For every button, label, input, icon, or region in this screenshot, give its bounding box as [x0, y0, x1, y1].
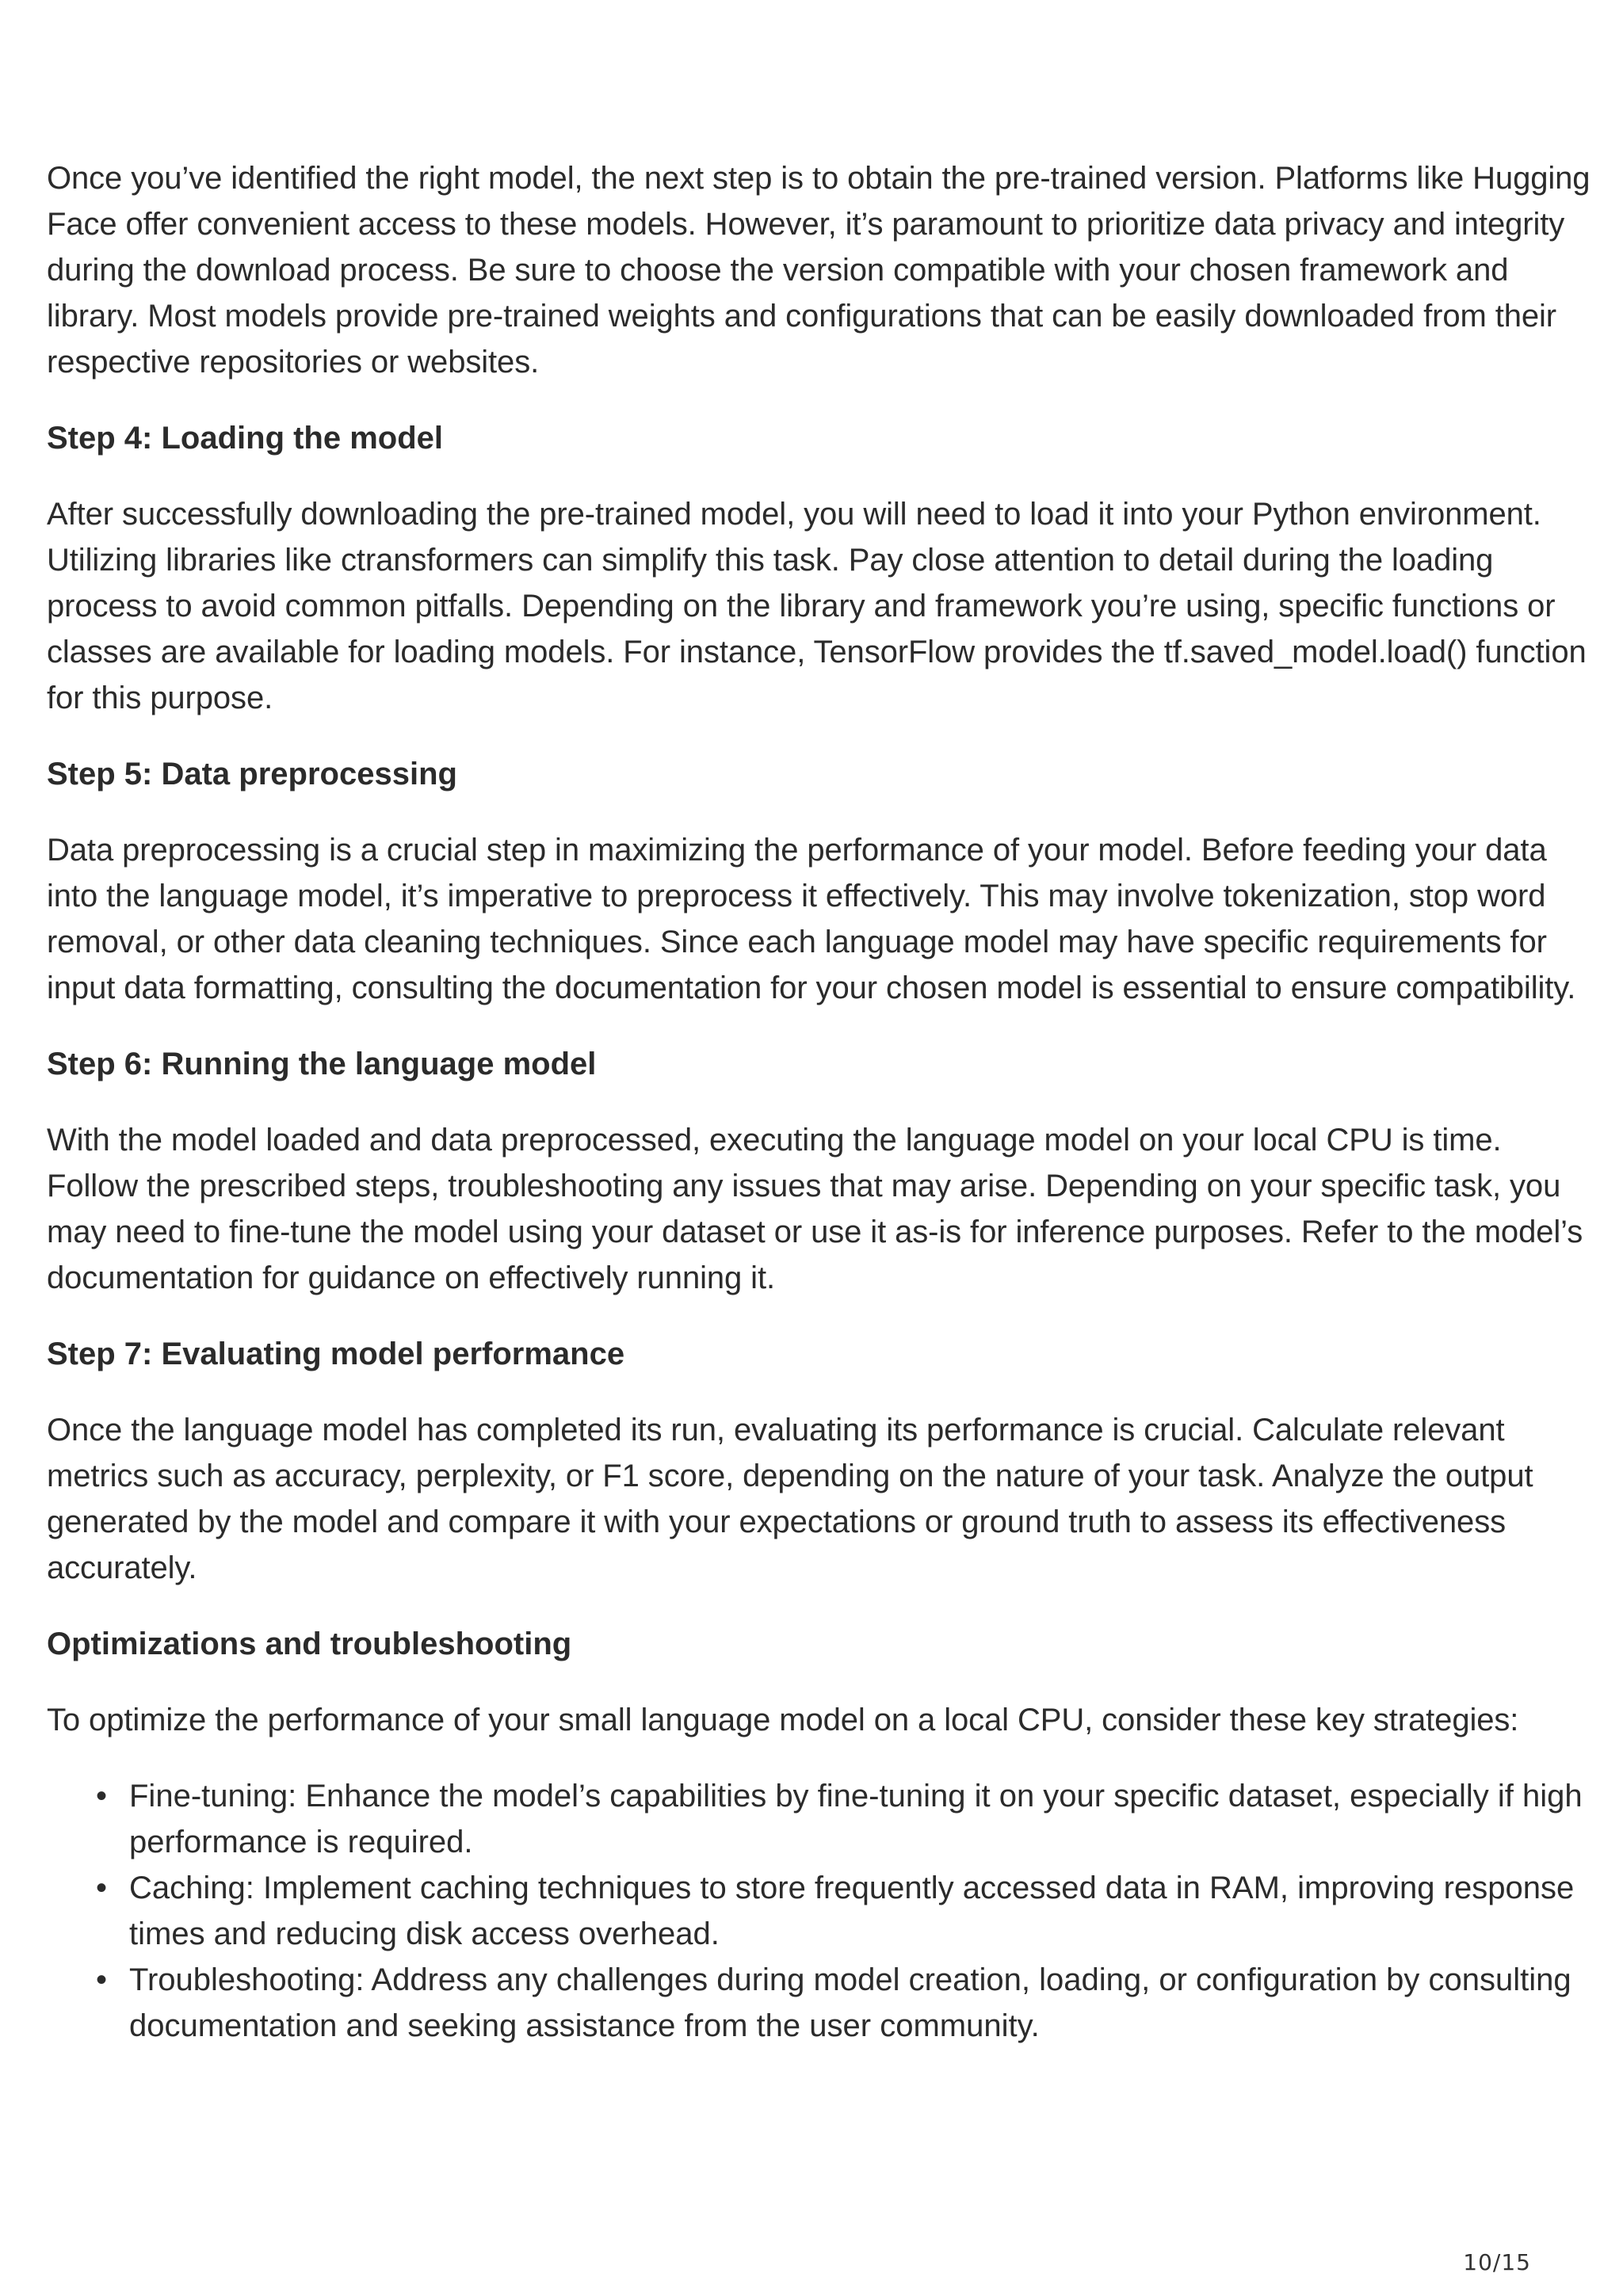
list-item-text: Caching: Implement caching techniques to store frequently accessed data in RAM, improving response times and reducing disk access overhead.: [129, 1871, 1575, 1951]
heading-step-7: Step 7: Evaluating model performance: [47, 1337, 625, 1371]
list-item-text: Troubleshooting: Address any challenges during model creation, loading, or configuration by consulting documentation and seeking assistance from the user community.: [129, 1962, 1571, 2043]
paragraph-running-model: With the model loaded and data preprocessed, executing the language model on your local CPU is time. Follow the prescribed steps, troubleshooting any issues that may arise. Depending on your specific task, you may need to fine-tune the model using your dataset or use it as-is for inference purposes. Refer to the model’s documentation for guidance on effectively running it.: [47, 1123, 1583, 1295]
paragraph-data-preprocessing: Data preprocessing is a crucial step in maximizing the performance of your model. Before feeding your data into the language model, it’s imperative to preprocess it effectively. This may involve tokenization, stop word removal, or other data cleaning techniques. Since each language model may have specific requirements for input data formatting, consulting the documentation for your chosen model is essential to ensure compatibility.: [47, 833, 1576, 1005]
paragraph-optimize-intro: To optimize the performance of your small language model on a local CPU, consider these key strategies:: [47, 1703, 1519, 1737]
bullet-icon: •: [96, 1871, 108, 1905]
list-item: [96, 1865, 1600, 1957]
heading-step-6: Step 6: Running the language model: [47, 1047, 597, 1081]
paragraph-evaluating-model: Once the language model has completed its run, evaluating its performance is crucial. Calculate relevant metrics such as accuracy, perplexity, or F1 score, depending on the nature of your task. Analyze the output generated by the model and compare it with your expectations or ground truth to assess its effectiveness accurately.: [47, 1413, 1533, 1585]
strategy-list: [47, 1773, 1600, 2049]
list-item-text: Fine-tuning: Enhance the model’s capabilities by fine-tuning it on your specific dataset, especially if high performance is required.: [129, 1779, 1583, 1859]
heading-step-4: Step 4: Loading the model: [47, 421, 444, 456]
paragraph-loading-model: After successfully downloading the pre-trained model, you will need to load it into your Python environment. Utilizing libraries like ctransformers can simplify this task. Pay close attention to detail during the loading process to avoid common pitfalls. Depending on the library and framework you’re using, specific functions or classes are available for loading models. For instance, TensorFlow provides the tf.saved_model.load() function for this purpose.: [47, 497, 1587, 715]
document-page: [47, 155, 1600, 2049]
bullet-icon: •: [96, 1779, 108, 1814]
list-item: [96, 1957, 1600, 2049]
heading-optimizations: Optimizations and troubleshooting: [47, 1627, 572, 1661]
list-item: [96, 1773, 1600, 1865]
paragraph-obtain-model: Once you’ve identified the right model, the next step is to obtain the pre-trained version. Platforms like Hugging Face offer convenient access to these models. However, it’s paramount to prioritize data privacy and integrity during the download process. Be sure to choose the version compatible with your chosen framework and library. Most models provide pre-trained weights and configurations that can be easily downloaded from their respective repositories or websites.: [47, 161, 1591, 379]
heading-step-5: Step 5: Data preprocessing: [47, 757, 457, 791]
bullet-icon: •: [96, 1962, 108, 1997]
page-number: 10/15: [1463, 2249, 1531, 2275]
